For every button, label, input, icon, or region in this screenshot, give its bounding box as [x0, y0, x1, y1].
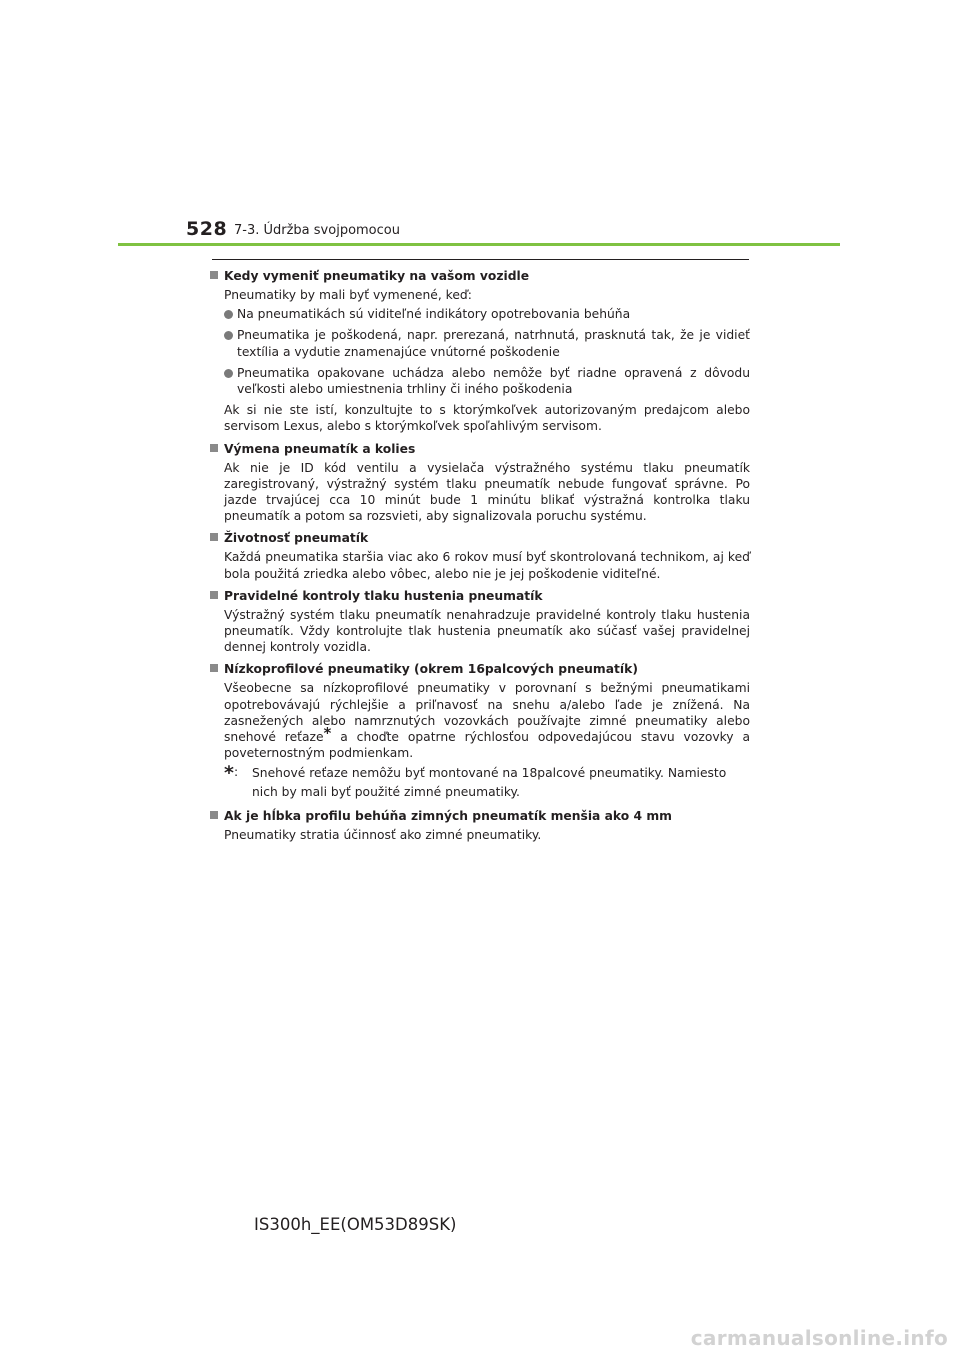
paragraph: Pneumatiky by mali byť vymenené, keď: [224, 288, 472, 302]
list-item: Pneumatika opakovane uchádza alebo nemôže byť riadne opravená z dôvodu veľkosti alebo umiestnenia trhliny či iného poškodenia [224, 365, 750, 397]
model-code: IS300h_EE(OM53D89SK) [254, 1215, 457, 1234]
chapter-title: 7-3. Údržba svojpomocou [234, 223, 400, 238]
page-content [210, 268, 750, 850]
section-tire-wheel-replacement [210, 441, 750, 525]
section-tire-replacement-timing [210, 268, 750, 435]
paragraph: Výstražný systém tlaku pneumatík nenahradzuje pravidelné kontroly tlaku hustenia pneumatík. Vždy kontrolujte tlak hustenia pneumatík ako súčasť vašej pravidelnej dennej kontroly vozidla. [224, 607, 750, 655]
section-title: Ak je hĺbka profilu behúňa zimných pneumatík menšia ako 4 mm [224, 809, 672, 824]
section-tire-lifespan [210, 530, 750, 581]
section-title: Nízkoprofilové pneumatiky (okrem 16palcových pneumatík) [224, 662, 638, 677]
section-pressure-checks [210, 588, 750, 656]
paragraph: Pneumatiky stratia účinnosť ako zimné pneumatiky. [224, 828, 542, 843]
section-title: Životnosť pneumatík [224, 531, 369, 546]
paragraph: Všeobecne sa nízkoprofilové pneumatiky v porovnaní s bežnými pneumatikami opotrebovávajú rýchlejšie a priľnavosť na snehu a/alebo ľade je znížená. Na zasnežených alebo namrznutých vozovkách používajte zimné pneumatiky alebo snehové reťaze* a choďte opatrne rýchlosťou odpovedajúcou stavu vozovky a poveternostným podmienkam. [224, 681, 750, 761]
circle-bullet-icon [224, 369, 233, 378]
square-bullet-icon [210, 811, 218, 819]
paragraph: Každá pneumatika staršia viac ako 6 rokov musí byť skontrolovaná technikom, aj keď bola použitá zriedka alebo vôbec, alebo nie je jej poškodenie viditeľné. [224, 550, 750, 581]
list-item: Pneumatika je poškodená, napr. prerezaná, natrhnutá, prasknutá tak, že je vidieť textília a vydutie znamenajúce vnútorné poškodenie [224, 327, 750, 359]
square-bullet-icon [210, 271, 218, 279]
circle-bullet-icon [224, 331, 233, 340]
section-title: Kedy vymeniť pneumatiky na vašom vozidle [224, 269, 530, 283]
square-bullet-icon [210, 664, 218, 672]
watermark: carmanualsonline.info [690, 1326, 948, 1350]
page-header [0, 212, 960, 252]
list-item: Na pneumatikách sú viditeľné indikátory opotrebovania behúňa [224, 306, 750, 322]
paragraph: Ak si nie ste istí, konzultujte to s ktorýmkoľvek autorizovaným predajcom alebo servisom Lexus, alebo s ktorýmkoľvek spoľahlivým servisom. [224, 403, 750, 434]
square-bullet-icon [210, 591, 218, 599]
content-top-rule [212, 259, 749, 260]
footnote-marker: * [224, 762, 234, 785]
footnote: *: Snehové reťaze nemôžu byť montované na 18palcové pneumatiky. Namiesto nich by mali byť použité zimné pneumatiky. [224, 762, 727, 800]
paragraph: Ak nie je ID kód ventilu a vysielača výstražného systému tlaku pneumatík zaregistrovaný, výstražný systém tlaku pneumatík nebude fungovať správne. Po jazde trvajúcej cca 10 minút bude 1 minútu blikať výstražná kontrolka tlaku pneumatík a potom sa rozsvieti, aby signalizovala poruchu systému. [224, 460, 750, 524]
page-number: 528 [186, 218, 228, 240]
section-title: Výmena pneumatík a kolies [224, 441, 416, 456]
circle-bullet-icon [224, 310, 233, 319]
section-winter-tread-depth [210, 808, 750, 843]
section-title: Pravidelné kontroly tlaku hustenia pneumatík [224, 588, 543, 603]
footnote-reference: * [323, 724, 332, 743]
header-divider [118, 243, 840, 246]
footnote-text: Snehové reťaze nemôžu byť montované na 18palcové pneumatiky. Namiesto nich by mali byť použité zimné pneumatiky. [252, 766, 727, 800]
square-bullet-icon [210, 444, 218, 452]
section-low-profile-tires [210, 661, 750, 802]
square-bullet-icon [210, 533, 218, 541]
